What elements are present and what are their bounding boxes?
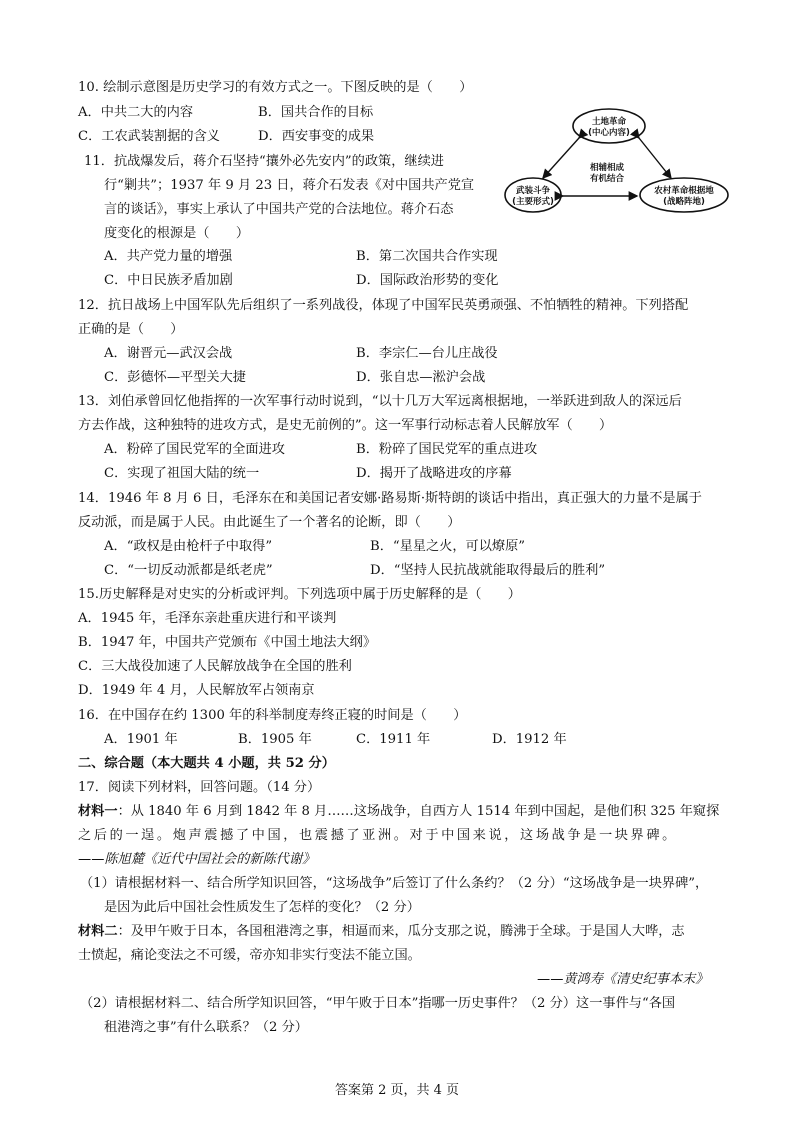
q17-material2-line1 (78, 923, 685, 941)
q14-option-d: D．“坚持人民抗战就能取得最后的胜利” (370, 563, 606, 578)
q12-option-d: D．张自忠—淞沪会战 (356, 370, 486, 385)
q13-option-b: B．粉碎了国民党军的重点进攻 (356, 442, 538, 457)
q17-material1-line1 (78, 803, 719, 821)
node-top-label-2: (中心内容) (588, 128, 630, 138)
node-right-label-2: (战略阵地) (663, 197, 705, 207)
node-top-label-1: 土地革命 (591, 117, 627, 127)
q15-option-a: A．1945 年，毛泽东亲赴重庆进行和平谈判 (78, 611, 337, 626)
node-left-label-2: (主要形式) (512, 197, 554, 207)
triangle-diagram (503, 104, 731, 222)
arrow-top-left (543, 138, 579, 178)
q16-line1: 16．在中国存在约 1300 年的科举制度寿终正寝的时间是（ ） (78, 708, 467, 723)
q14-option-c: C．“一切反动派都是纸老虎” (104, 563, 273, 578)
q16-option-b: B．1905 年 (238, 732, 312, 747)
q11-option-b: B．第二次国共合作实现 (356, 249, 498, 264)
center-label-1: 相辅相成 (589, 163, 625, 173)
q11-line2: 行“剿共”；1937 年 9 月 23 日，蒋介石发表《对中国共产党宣 (104, 178, 475, 193)
q13-option-a: A．粉碎了国民党军的全面进攻 (104, 442, 285, 457)
page-footer: 答案第 2 页，共 4 页 (334, 1083, 460, 1098)
q13-option-d: D．揭开了战略进攻的序幕 (356, 466, 512, 481)
q17-material1-source: ——陈旭麓《近代中国社会的新陈代谢》 (78, 852, 316, 867)
q12-line2: 正确的是（ ） (78, 322, 184, 337)
node-left-label-1: 武装斗争 (515, 186, 551, 196)
q16-option-d: D．1912 年 (492, 732, 567, 747)
q11-line4: 度变化的根源是（ ） (104, 226, 250, 241)
material1-label: 材料一 (78, 804, 118, 819)
q16-option-a: A．1901 年 (104, 732, 178, 747)
q13-line2: 方去作战，这种独特的进攻方式，是史无前例的”。这一军事行动标志着人民解放军（ ） (78, 418, 613, 433)
section-2-heading: 二、综合题（本大题共 4 小题，共 52 分） (78, 756, 335, 771)
q17-sub2-line2: 租港湾之事”有什么联系？（2 分） (104, 1020, 308, 1035)
q16-option-c: C．1911 年 (356, 732, 431, 747)
q14-line1: 14．1946 年 8 月 6 日，毛泽东在和美国记者安娜·路易斯·斯特朗的谈话中指出，真正强大的力量不是属于 (78, 491, 702, 506)
q17-sub1-line1: （1）请根据材料一、结合所学知识回答，“这场战争”后签订了什么条约？（2 分）“这场战争是一块界碑”， (80, 876, 709, 891)
q11-option-a: A．共产党力量的增强 (104, 249, 233, 264)
q11-line1: 11．抗战爆发后，蒋介石坚持“攘外必先安内”的政策，继续进 (84, 154, 444, 169)
node-right-label-1: 农村革命根据地 (654, 186, 714, 196)
q12-option-a: A．谢晋元—武汉会战 (104, 346, 233, 361)
q15-option-b: B．1947 年，中国共产党颁布《中国土地法大纲》 (78, 635, 377, 650)
arrow-top-right (639, 138, 671, 178)
center-label-2: 有机结合 (589, 174, 625, 184)
q17-material2-line2: 士愤起，痛论变法之不可缓，帝亦知非实行变法不能立国。 (78, 948, 421, 963)
q11-option-c: C．中日民族矛盾加剧 (104, 273, 233, 288)
q12-line1: 12．抗日战场上中国军队先后组织了一系列战役，体现了中国军民英勇顽强、不怕牺牲的精神。下列搭配 (78, 298, 689, 313)
q17-stem: 17．阅读下列材料，回答问题。（14 分） (78, 780, 321, 795)
q12-option-b: B．李宗仁—台儿庄战役 (356, 346, 498, 361)
q10-option-c: C．工农武装割据的含义 (78, 129, 220, 144)
q15-option-c: C．三大战役加速了人民解放战争在全国的胜利 (78, 659, 352, 674)
q10-option-a: A．中共二大的内容 (78, 105, 194, 120)
q10-option-d: D．西安事变的成果 (258, 129, 375, 144)
q15-line1: 15.历史解释是对史实的分析或评判。下列选项中属于历史解释的是（ ） (78, 587, 521, 602)
q11-line3: 言的谈话》，事实上承认了中国共产党的合法地位。蒋介石态 (104, 202, 454, 217)
q17-sub1-line2: 是因为此后中国社会性质发生了怎样的变化？（2 分） (104, 900, 420, 915)
q11-option-d: D．国际政治形势的变化 (356, 273, 499, 288)
q12-option-c: C．彭德怀—平型关大捷 (104, 370, 246, 385)
q17-material2-source: ——黄鸿寿《清史纪事本末》 (537, 972, 709, 987)
q10-option-b: B．国共合作的目标 (258, 105, 374, 120)
material2-label: 材料二 (78, 924, 118, 939)
material1-text: ：从 1840 年 6 月到 1842 年 8 月……这场战争，自西方人 1514 年到中国起，是他们积 325 年窥探 (117, 804, 720, 819)
q14-option-a: A．“政权是由枪杆子中取得” (104, 539, 273, 554)
q17-material1-line2: 之后的一逞。炮声震撼了中国，也震撼了亚洲。对于中国来说，这场战争是一块界碑。 (78, 828, 678, 843)
q13-option-c: C．实现了祖国大陆的统一 (104, 466, 260, 481)
q10-stem: 10. 绘制示意图是历史学习的有效方式之一。下图反映的是（ ） (78, 80, 473, 95)
q17-sub2-line1: （2）请根据材料二、结合所学知识回答，“甲午败于日本”指哪一历史事件？（2 分）这一事件与“各国 (80, 996, 676, 1011)
q14-option-b: B．“星星之火，可以燎原” (370, 539, 526, 554)
q15-option-d: D．1949 年 4 月，人民解放军占领南京 (78, 683, 315, 698)
q13-line1: 13．刘伯承曾回忆他指挥的一次军事行动时说到，“以十几万大军远离根据地，一举跃进到敌人的深远后 (78, 394, 682, 409)
material2-text: ：及甲午败于日本，各国租港湾之事，相逼而来，瓜分支那之说，腾沸于全球。于是国人大哗，志 (117, 924, 685, 939)
q14-line2: 反动派，而是属于人民。由此诞生了一个著名的论断，即（ ） (78, 515, 461, 530)
